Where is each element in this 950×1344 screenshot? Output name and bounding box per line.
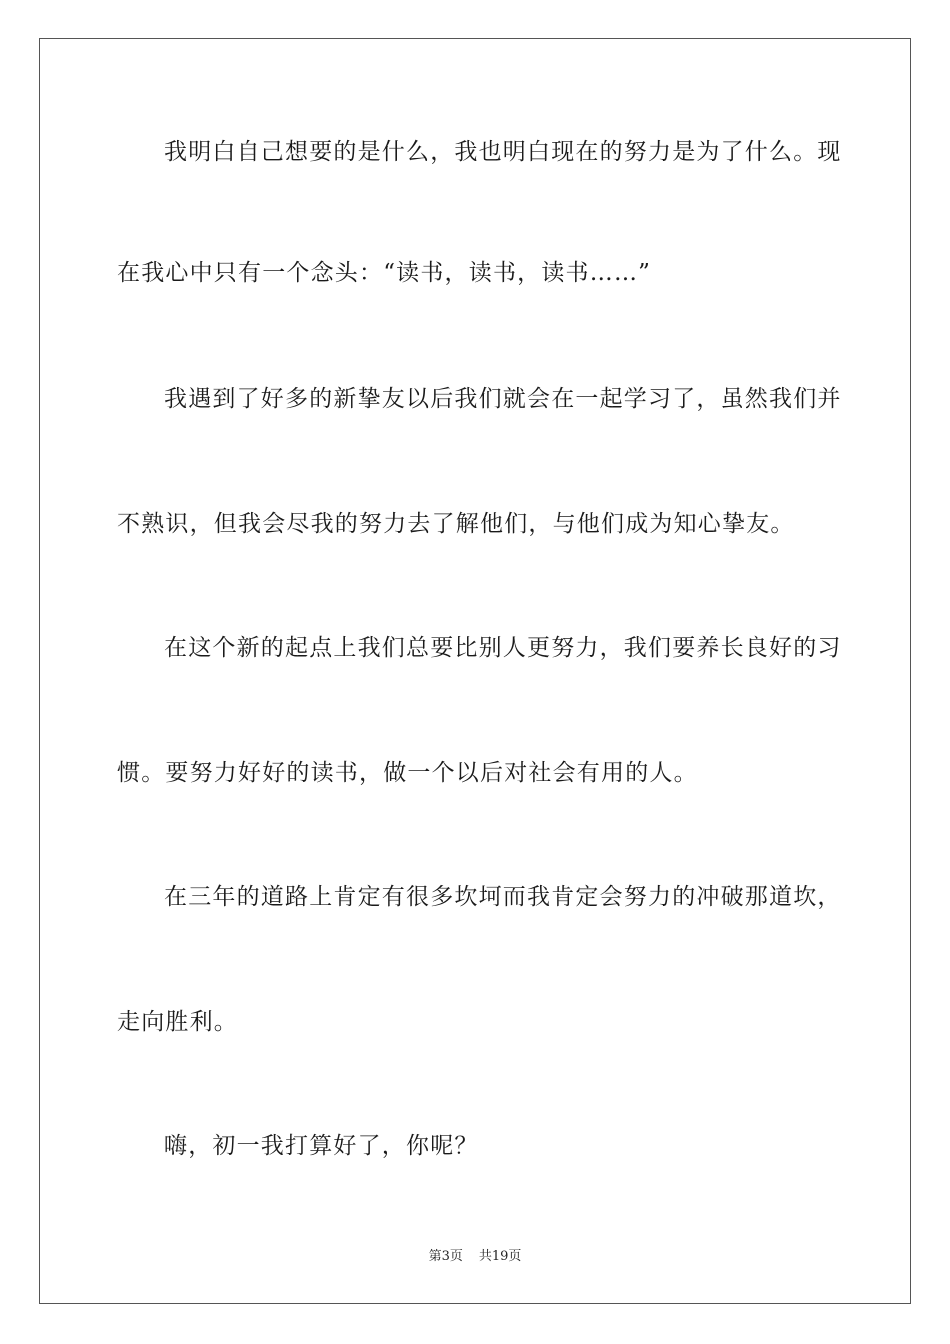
page-footer (0, 1248, 950, 1266)
paragraph-1-line-2: 在我心中只有一个念头：“读书，读书，读书……” (117, 260, 652, 286)
paragraph-4-line-1: 在三年的道路上肯定有很多坎坷而我肯定会努力的冲破那道坎， (164, 884, 842, 910)
page-number: 第3页 (428, 1249, 463, 1264)
page-border (39, 38, 911, 1304)
paragraph-3-line-2: 惯。要努力好好的读书，做一个以后对社会有用的人。 (117, 760, 698, 786)
paragraph-5-line-1: 嗨，初一我打算好了，你呢？ (164, 1133, 479, 1159)
page-total: 共19页 (478, 1249, 522, 1264)
paragraph-2-line-2: 不熟识，但我会尽我的努力去了解他们，与他们成为知心挚友。 (117, 511, 795, 537)
paragraph-4-line-2: 走向胜利。 (117, 1009, 238, 1035)
paragraph-3-line-1: 在这个新的起点上我们总要比别人更努力，我们要养长良好的习 (164, 635, 842, 661)
paragraph-1-line-1: 我明白自己想要的是什么，我也明白现在的努力是为了什么。现 (164, 139, 842, 165)
paragraph-2-line-1: 我遇到了好多的新挚友以后我们就会在一起学习了，虽然我们并 (164, 386, 842, 412)
